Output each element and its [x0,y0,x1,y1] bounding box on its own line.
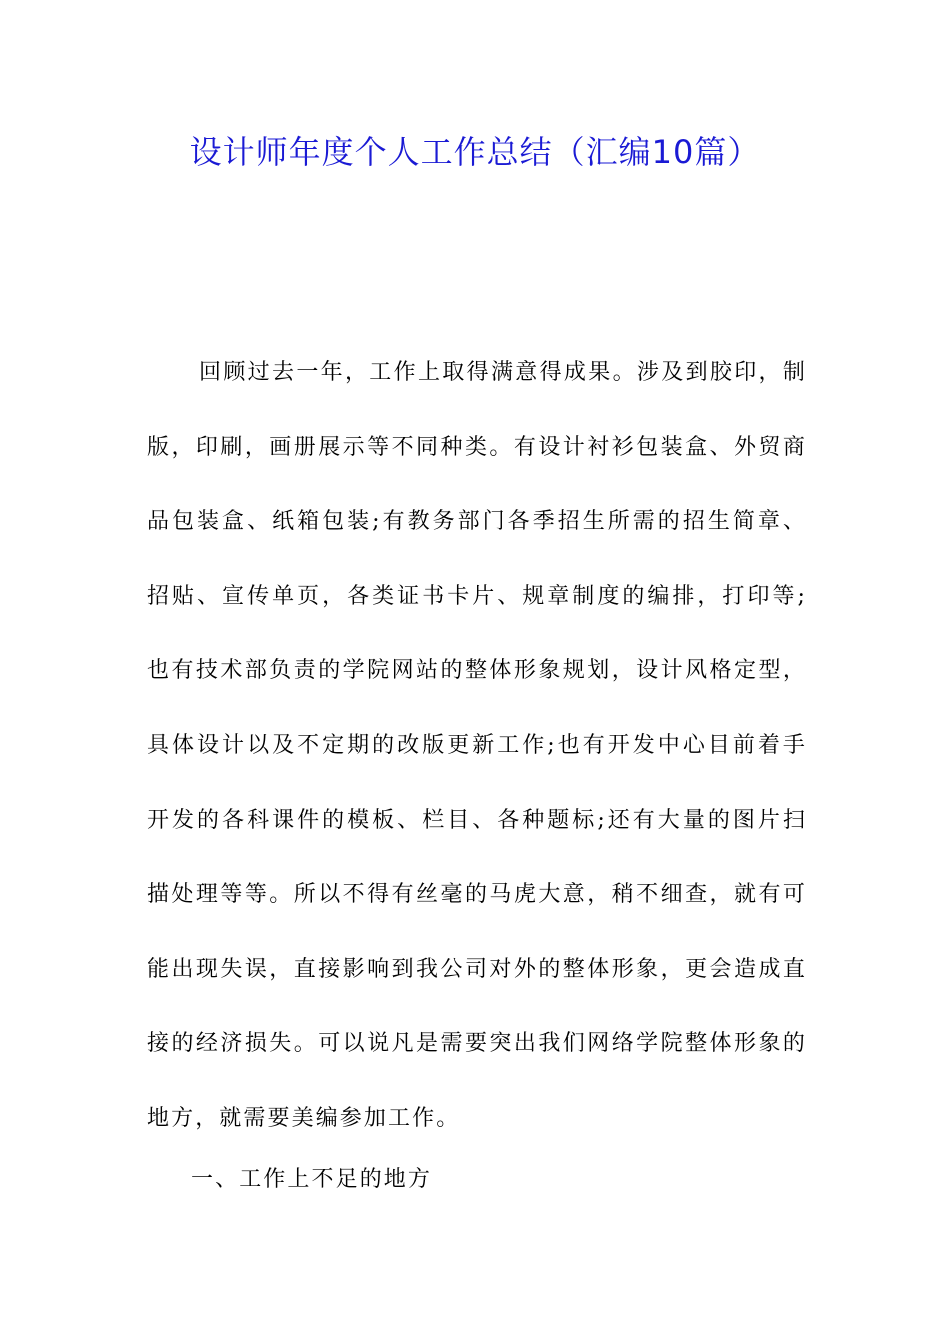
body-paragraph: 回顾过去一年，工作上取得满意得成果。涉及到胶印，制版，印刷，画册展示等不同种类。有设计衬衫包装盒、外贸商品包装盒、纸箱包装;有教务部门各季招生所需的招生简章、招贴、宣传单页，各类证书卡片、规章制度的编排，打印等;也有技术部负责的学院网站的整体形象规划，设计风格定型，具体设计以及不定期的改版更新工作;也有开发中心目前着手开发的各科课件的模板、栏目、各种题标;还有大量的图片扫描处理等等。所以不得有丝毫的马虎大意，稍不细查，就有可能出现失误，直接影响到我公司对外的整体形象，更会造成直接的经济损失。可以说凡是需要突出我们网络学院整体形象的地方，就需要美编参加工作。 [147,360,807,1131]
document-title: 设计师年度个人工作总结（汇编10篇） [189,133,761,171]
section-heading: 一、工作上不足的地方 [191,1167,433,1192]
